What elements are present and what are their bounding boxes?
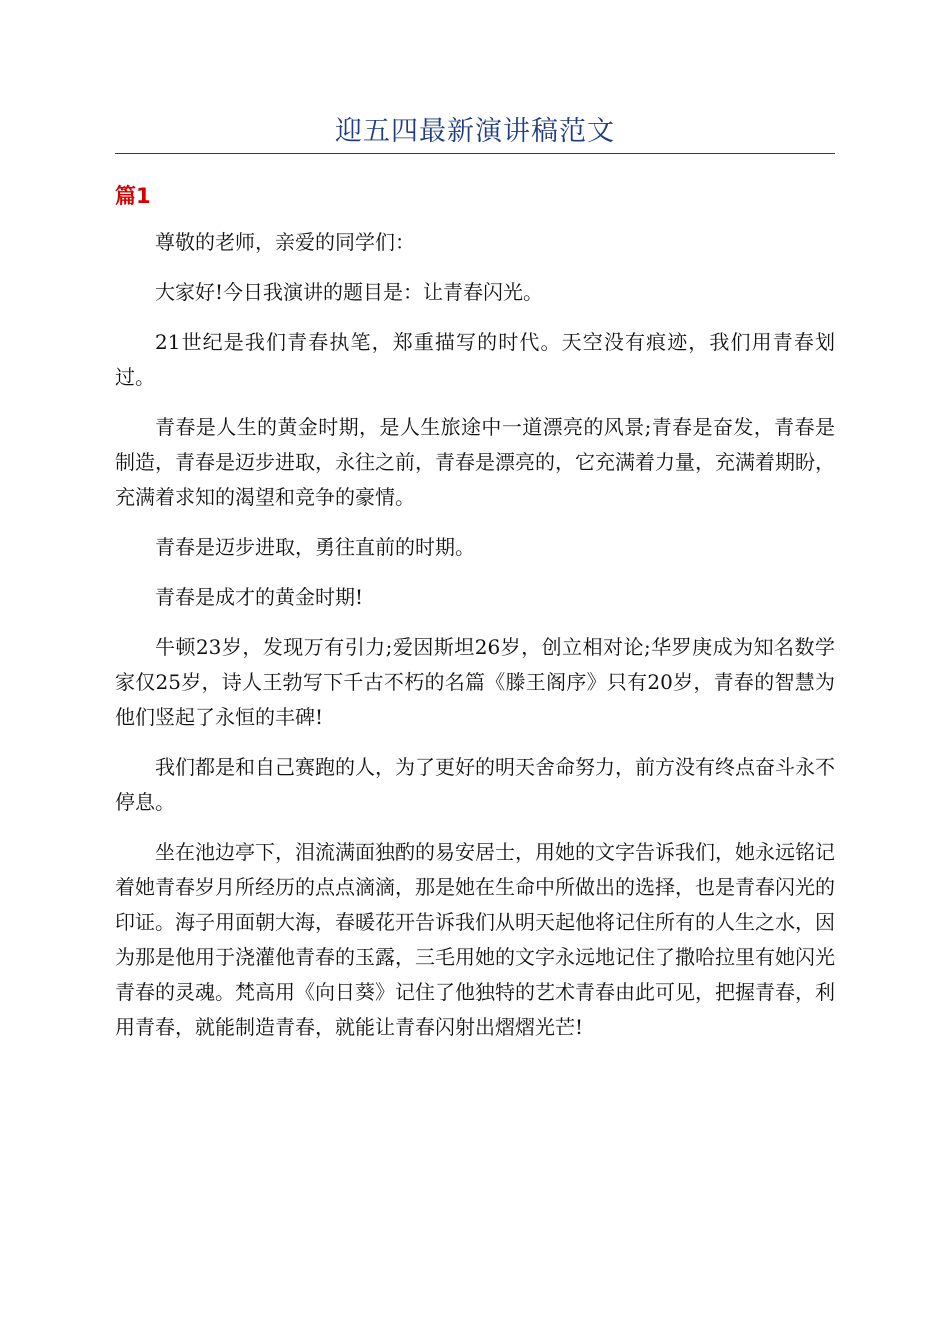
document-body xyxy=(115,225,835,1060)
paragraph-greeting: 大家好!今日我演讲的题目是：让青春闪光。 xyxy=(155,280,544,304)
paragraph: 牛顿23岁，发现万有引力;爱因斯坦26岁，创立相对论;华罗庚成为知名数学家仅25岁，诗人王勃写下千古不朽的名篇《滕王阁序》只有20岁，青春的智慧为他们竖起了永恒的丰碑! xyxy=(115,635,835,729)
paragraph: 坐在池边亭下，泪流满面独酌的易安居士，用她的文字告诉我们，她永远铭记着她青春岁月所经历的点点滴滴，那是她在生命中所做出的选择，也是青春闪光的印证。海子用面朝大海，春暖花开告诉我们从明天起他将记住所有的人生之水，因为那是他用于浇灌他青春的玉露，三毛用她的文字永远地记住了撒哈拉里有她闪光青春的灵魂。梵高用《向日葵》记住了他独特的艺术青春由此可见，把握青春，利用青春，就能制造青春，就能让青春闪射出熠熠光芒! xyxy=(115,840,835,1039)
document-title: 迎五四最新演讲稿范文 xyxy=(335,116,615,147)
paragraph: 青春是迈步进取，勇往直前的时期。 xyxy=(155,535,475,559)
section-heading: 篇1 xyxy=(115,184,151,208)
paragraph-salutation: 尊敬的老师，亲爱的同学们： xyxy=(155,230,415,254)
paragraph: 21世纪是我们青春执笔，郑重描写的时代。天空没有痕迹，我们用青春划过。 xyxy=(115,330,835,389)
paragraph: 青春是人生的黄金时期，是人生旅途中一道漂亮的风景;青春是奋发，青春是制造，青春是迈步进取，永往之前，青春是漂亮的，它充满着力量，充满着期盼，充满着求知的渴望和竞争的豪情。 xyxy=(115,415,835,509)
paragraph: 我们都是和自己赛跑的人，为了更好的明天舍命努力，前方没有终点奋斗永不停息。 xyxy=(115,755,835,814)
title-divider xyxy=(115,153,835,154)
paragraph: 青春是成才的黄金时期! xyxy=(155,585,364,609)
